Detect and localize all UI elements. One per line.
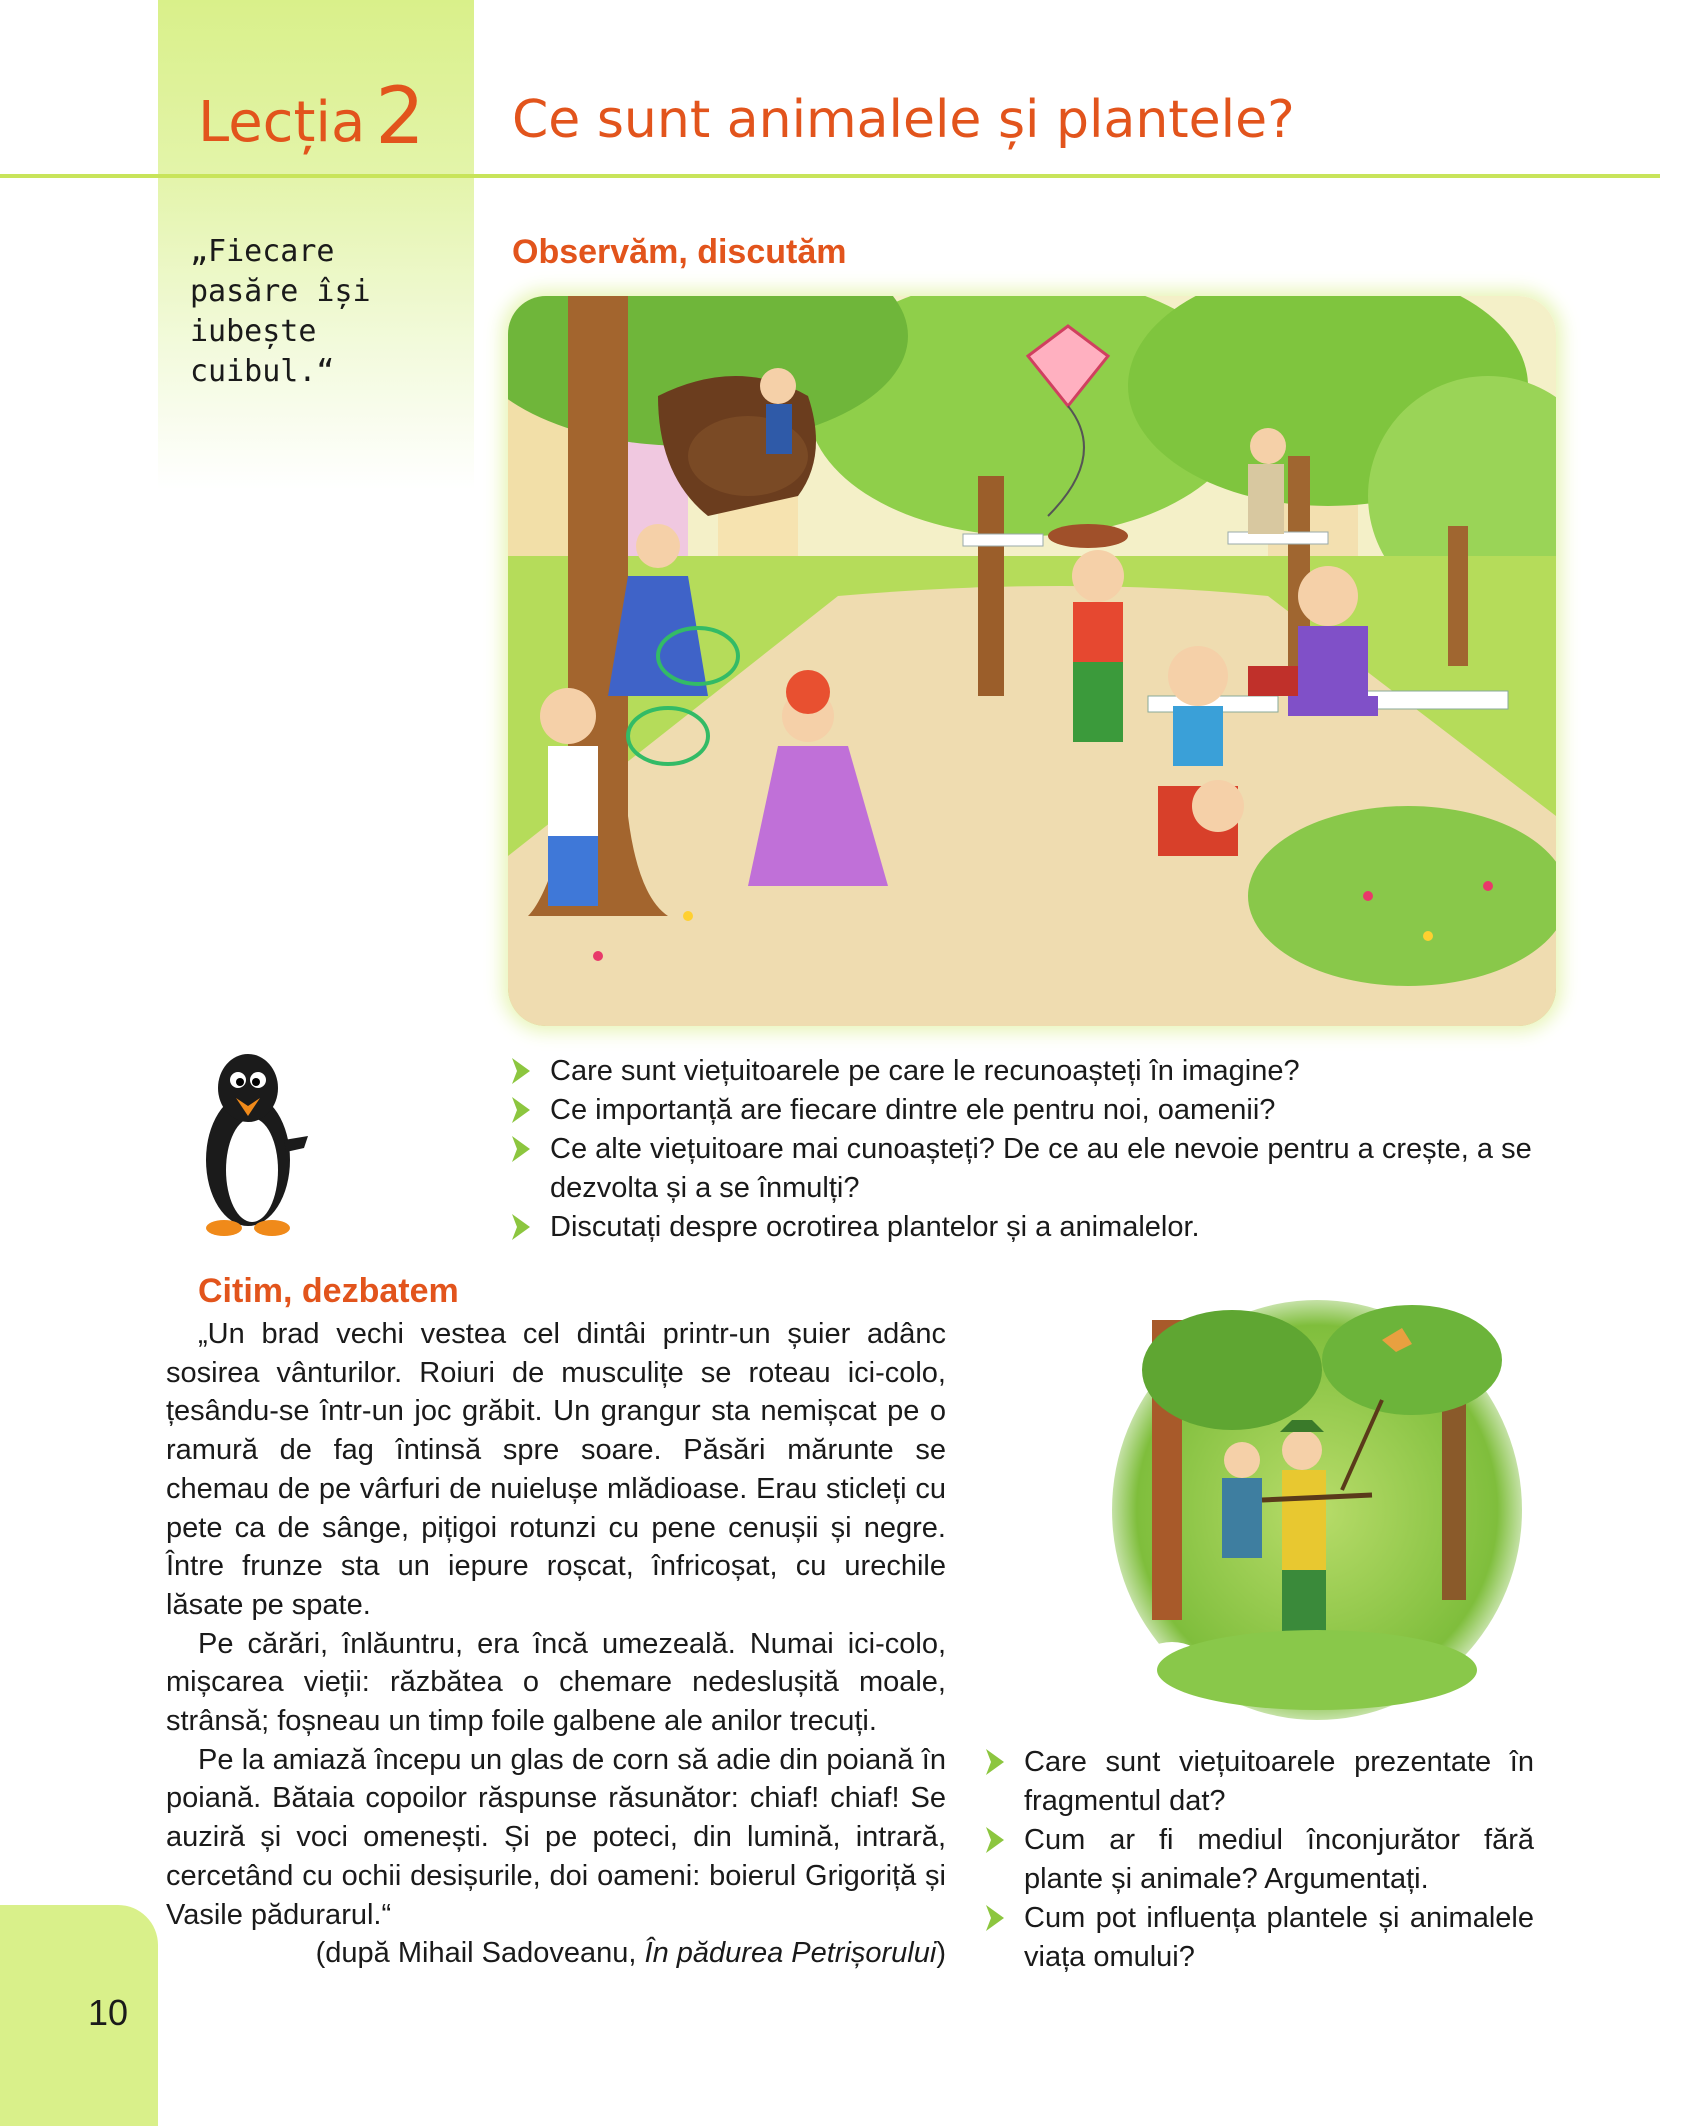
reading-questions (984, 1743, 1534, 1977)
reading-heading: Citim, dezbatem (198, 1272, 459, 1310)
chevron-right-icon (984, 1747, 1008, 1777)
title-divider (0, 174, 1660, 178)
list-item: Cum pot influența plantele și animalele viața omului? (984, 1899, 1534, 1977)
chevron-right-icon (510, 1095, 534, 1125)
proverb: „Fiecare pasăre își iubește cuibul.“ (190, 234, 371, 389)
reading-source: (după Mihail Sadoveanu, În pădurea Petrișorului) (315, 1937, 946, 1969)
reading-paragraph: Pe la amiază începu un glas de corn să adie din poiană în poiană. Bătaia copoilor răspunse răsunător: chiaf! chiaf! Se auziră și voci omenești. Și pe poteci, din lumină, intrară, cercetând cu ochii desișurile, doi oameni: boierul Grigoriță și Vasile pădurarul.“ (166, 1743, 946, 1931)
observe-heading: Observăm, discutăm (512, 233, 847, 271)
page-title: Ce sunt animalele și plantele? (512, 90, 1295, 150)
lesson-word: Lecția (198, 90, 366, 155)
chevron-right-icon (510, 1134, 534, 1164)
reading-paragraph: Pe cărări, înlăuntru, era încă umezeală. Numai ici-colo, mișcarea vieții: răzbătea o chemare nedeslușită moale, strânsă; foșneau un timp foile galbene ale anilor trecuți. (166, 1627, 946, 1738)
list-item: Ce importanță are fiecare dintre ele pentru noi, oamenii? (510, 1091, 1570, 1130)
chevron-right-icon (510, 1212, 534, 1242)
forest-illustration (1112, 1300, 1522, 1720)
chevron-right-icon (984, 1903, 1008, 1933)
page-number: 10 (88, 1992, 129, 2033)
reading-paragraph: „Un brad vechi vestea cel dintâi printr-un șuier adânc sosirea vânturilor. Roiuri de musculițe se roteau ici-colo, țesându-se într-un joc grăbit. Un grangur sta nemișcat pe o ramură de fag întinsă spre soare. Păsări mărunte se chemau de pe vârfuri de nuielușe mlădioase. Erau sticleți cu pete ca de sânge, pițigoi rotunzi cu pene cenușii și negre. Între frunze sta un iepure roșcat, înfricoșat, cu urechile lăsate pe spate. (166, 1318, 946, 1621)
list-item: Cum ar fi mediul înconjurător fără plante și animale? Argumentați. (984, 1821, 1534, 1899)
chevron-right-icon (510, 1056, 534, 1086)
lesson-number: 2 (375, 72, 425, 162)
observe-questions (510, 1052, 1570, 1247)
chevron-right-icon (984, 1825, 1008, 1855)
reading-text (166, 1315, 946, 1934)
page-number-tab (0, 1905, 158, 2126)
source-title: În pădurea Petrișorului (644, 1937, 937, 1969)
penguin-mascot (196, 1040, 316, 1240)
list-item: Care sunt viețuitoarele prezentate în fragmentul dat? (984, 1743, 1534, 1821)
list-item: Care sunt viețuitoarele pe care le recunoașteți în imagine? (510, 1052, 1570, 1091)
list-item: Discutați despre ocrotirea plantelor și a animalelor. (510, 1208, 1570, 1247)
park-illustration (508, 296, 1556, 1026)
lesson-label (198, 72, 425, 162)
list-item: Ce alte viețuitoare mai cunoașteți? De ce au ele nevoie pentru a crește, a se dezvolta și a se înmulți? (510, 1130, 1570, 1208)
